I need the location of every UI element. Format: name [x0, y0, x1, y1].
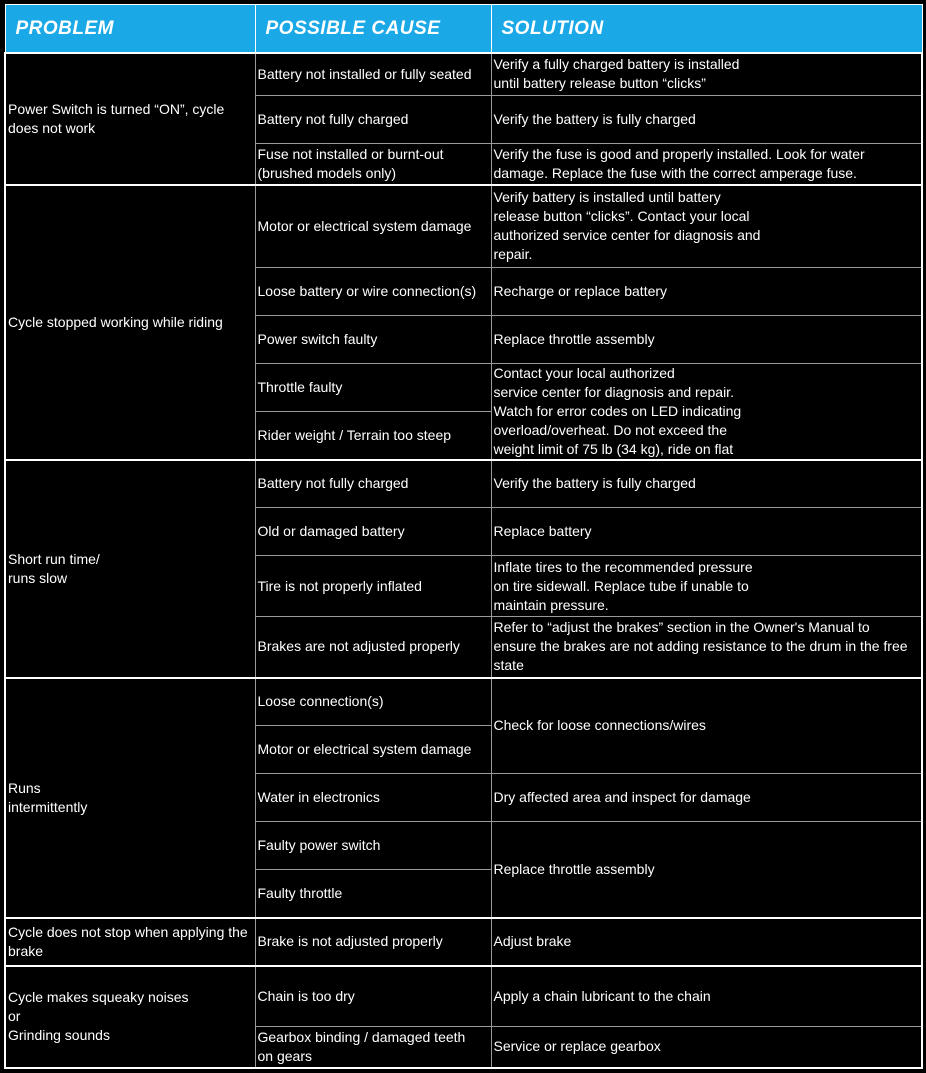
cause-cell: Faulty power switch: [255, 822, 491, 870]
solution-cell: Service or replace gearbox: [491, 1027, 922, 1068]
cause-cell: Gearbox binding / damaged teeth on gears: [255, 1027, 491, 1068]
table-row: [5, 460, 922, 508]
solution-cell: Verify a fully charged battery is installed until battery release button “clicks”: [491, 53, 922, 95]
cause-cell: Brakes are not adjusted properly: [255, 617, 491, 678]
problem-cell: Power Switch is turned “ON”, cycle does not work: [5, 53, 255, 185]
table-row: [5, 678, 922, 726]
problem-cell: Runs intermittently: [5, 678, 255, 918]
cause-cell: Loose battery or wire connection(s): [255, 267, 491, 315]
table-row: [5, 53, 922, 95]
table-row: [5, 966, 922, 1027]
cause-cell: Chain is too dry: [255, 966, 491, 1027]
problem-cell: Cycle does not stop when applying the brake: [5, 918, 255, 966]
cause-cell: Motor or electrical system damage: [255, 726, 491, 774]
solution-cell: Verify battery is installed until battery release button “clicks”. Contact your local authorized service center for diagnosis and repair.: [491, 185, 922, 267]
cause-cell: Faulty throttle: [255, 870, 491, 918]
solution-cell: Replace throttle assembly: [491, 315, 922, 363]
header-possible-cause: POSSIBLE CAUSE: [255, 5, 491, 54]
cause-cell: Loose connection(s): [255, 678, 491, 726]
solution-cell: Dry affected area and inspect for damage: [491, 774, 922, 822]
cause-cell: Battery not installed or fully seated: [255, 53, 491, 95]
cause-cell: Rider weight / Terrain too steep: [255, 411, 491, 459]
table-row: [5, 918, 922, 966]
solution-cell: Apply a chain lubricant to the chain: [491, 966, 922, 1027]
cause-cell: Old or damaged battery: [255, 508, 491, 556]
cause-cell: Battery not fully charged: [255, 95, 491, 143]
solution-cell: Verify the battery is fully charged: [491, 460, 922, 508]
solution-cell: Inflate tires to the recommended pressure on tire sidewall. Replace tube if unable to maintain pressure.: [491, 556, 922, 617]
solution-cell: Contact your local authorized service center for diagnosis and repair. Watch for error codes on LED indicating overload/overheat. Do not exceed the weight limit of 75 lb (34 kg), ride on flat: [491, 363, 922, 460]
solution-cell: Verify the fuse is good and properly installed. Look for water damage. Replace the fuse with the correct amperage fuse.: [491, 143, 922, 185]
solution-cell: Check for loose connections/wires: [491, 678, 922, 774]
solution-cell: Replace throttle assembly: [491, 822, 922, 918]
cause-cell: Fuse not installed or burnt-out (brushed models only): [255, 143, 491, 185]
problem-cell: Cycle makes squeaky noises or Grinding sounds: [5, 966, 255, 1068]
problem-cell: Cycle stopped working while riding: [5, 185, 255, 460]
solution-cell: Verify the battery is fully charged: [491, 95, 922, 143]
header-row: [5, 5, 922, 54]
solution-cell: Recharge or replace battery: [491, 267, 922, 315]
cause-cell: Tire is not properly inflated: [255, 556, 491, 617]
problem-cell: Short run time/ runs slow: [5, 460, 255, 678]
cause-cell: Power switch faulty: [255, 315, 491, 363]
table-row: [5, 185, 922, 267]
cause-cell: Throttle faulty: [255, 363, 491, 411]
header-solution: SOLUTION: [491, 5, 922, 54]
cause-cell: Water in electronics: [255, 774, 491, 822]
cause-cell: Motor or electrical system damage: [255, 185, 491, 267]
cause-cell: Brake is not adjusted properly: [255, 918, 491, 966]
cause-cell: Battery not fully charged: [255, 460, 491, 508]
troubleshooting-table-wrapper: [4, 4, 921, 1069]
solution-cell: Refer to “adjust the brakes” section in the Owner's Manual to ensure the brakes are not adding resistance to the drum in the free state: [491, 617, 922, 678]
solution-cell: Replace battery: [491, 508, 922, 556]
header-problem: PROBLEM: [5, 5, 255, 54]
troubleshooting-table: [4, 4, 923, 1069]
solution-cell: Adjust brake: [491, 918, 922, 966]
